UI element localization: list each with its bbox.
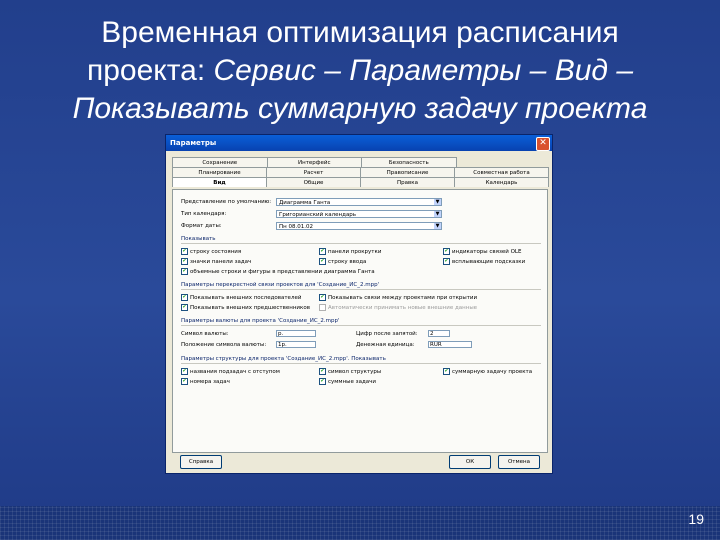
default-view-label: Представление по умолчанию: (181, 199, 272, 205)
close-button[interactable]: ✕ (536, 137, 550, 151)
show-checkbox[interactable] (181, 258, 251, 265)
chevron-down-icon: ▼ (435, 199, 440, 205)
currency-row-1 (181, 330, 450, 337)
checkbox-label: индикаторы связей OLE (452, 248, 522, 255)
tab-spelling[interactable]: Правописание (360, 167, 455, 177)
view-tab-panel (172, 189, 548, 453)
checkbox-label: Показывать внешних предшественников (190, 304, 310, 311)
title-line-2 (0, 52, 720, 90)
currency-placement-value: 1р. (278, 342, 287, 348)
tab-calculation[interactable]: Расчет (266, 167, 361, 177)
date-format-value: Пн 08.01.02 (279, 224, 313, 230)
outline-checkbox[interactable] (181, 378, 230, 385)
default-view-row (181, 198, 442, 206)
currency-row-2 (181, 341, 472, 348)
show-checkbox[interactable] (181, 268, 375, 275)
checkbox-tick-icon: ✔ (320, 294, 325, 300)
checkbox-label: значки панели задач (190, 258, 252, 265)
title-line-1: Временная оптимизация расписания (101, 16, 619, 49)
checkbox-label: объемные строки и фигуры в представлении диаграмма Ганта (190, 268, 375, 275)
tab-general[interactable]: Общие (266, 177, 361, 187)
checkbox-tick-icon: ✔ (444, 248, 449, 254)
title-line-3 (0, 90, 720, 128)
project-summary-checkbox[interactable] (443, 368, 532, 375)
currency-section-heading: Параметры валюты для проекта 'Создание_ИС_2.mpp' (181, 318, 541, 326)
tab-interface[interactable]: Интерфейс (267, 157, 363, 167)
checkbox-label: Автоматически принимать новые внешние данные (328, 304, 478, 311)
dialog-titlebar (166, 135, 552, 151)
date-format-label: Формат даты: (181, 223, 222, 229)
checkbox-tick-icon: ✔ (320, 368, 325, 374)
tab-schedule[interactable]: Планирование (172, 167, 267, 177)
date-format-select[interactable] (276, 222, 442, 230)
tab-row-2 (172, 167, 548, 177)
checkbox-tick-icon: ✔ (182, 304, 187, 310)
chevron-down-icon: ▼ (435, 211, 440, 217)
show-checkbox[interactable] (443, 258, 525, 265)
show-checkbox[interactable] (319, 248, 381, 255)
checkbox-label: панели прокрутки (328, 248, 382, 255)
crossproj-checkbox[interactable] (319, 294, 477, 301)
date-format-row (181, 222, 442, 230)
checkbox-tick-icon: ✔ (182, 248, 187, 254)
checkbox-label: всплывающие подсказки (452, 258, 526, 265)
checkbox-tick-icon: ✔ (320, 258, 325, 264)
show-checkbox[interactable] (443, 248, 521, 255)
default-view-select[interactable] (276, 198, 442, 206)
checkbox-label: названия подзадач с отступом (190, 368, 280, 375)
calendar-type-row (181, 210, 442, 218)
slide-title (0, 14, 720, 128)
show-checkbox[interactable] (181, 248, 241, 255)
calendar-type-value: Григорианский календарь (279, 212, 357, 218)
tab-calendar[interactable]: Календарь (454, 177, 549, 187)
currency-unit-value: RUR (430, 342, 442, 348)
currency-unit-select[interactable] (428, 341, 472, 348)
currency-placement-select[interactable] (276, 341, 316, 348)
checkbox-tick-icon: ✔ (320, 378, 325, 384)
tab-collaborate[interactable]: Совместная работа (454, 167, 549, 177)
outline-checkbox[interactable] (181, 368, 280, 375)
tab-spacer (456, 157, 550, 167)
title-line-2-plain: проекта: (86, 54, 214, 87)
checkbox-tick-icon: ✔ (182, 258, 187, 264)
checkbox-label: суммные задачи (328, 378, 376, 385)
show-section-heading: Показывать (181, 236, 541, 244)
tab-row-1 (172, 157, 548, 167)
page-number: 19 (688, 511, 704, 527)
cancel-button[interactable]: Отмена (498, 455, 540, 469)
tab-strip (172, 157, 548, 187)
currency-placement-label: Положение символа валюты: (181, 341, 267, 348)
checkbox-tick-icon: ✔ (182, 294, 187, 300)
checkbox-tick-icon: ✔ (444, 258, 449, 264)
crossproj-section-heading: Параметры перекрестной связи проектов для 'Создание_ИС_2.mpp' (181, 282, 541, 290)
outline-checkbox[interactable] (319, 368, 381, 375)
ok-button[interactable]: ОК (449, 455, 491, 469)
checkbox-tick-icon: ✔ (182, 378, 187, 384)
checkbox-tick-icon: ✔ (182, 368, 187, 374)
footer-band (0, 506, 720, 540)
decimals-label: Цифр после запятой: (356, 330, 418, 337)
crossproj-checkbox[interactable] (181, 294, 301, 301)
checkbox-label: символ структуры (328, 368, 382, 375)
crossproj-checkbox[interactable] (181, 304, 310, 311)
help-button[interactable]: Справка (180, 455, 222, 469)
checkbox-label: суммарную задачу проекта (452, 368, 533, 375)
default-view-value: Диаграмма Ганта (279, 200, 331, 206)
calendar-type-select[interactable] (276, 210, 442, 218)
checkbox-empty-icon (319, 304, 326, 311)
show-checkbox[interactable] (319, 258, 366, 265)
checkbox-label: номера задач (190, 378, 230, 385)
chevron-down-icon: ▼ (435, 223, 440, 229)
title-line-2-italic: Сервис – Параметры – Вид – (213, 54, 634, 87)
currency-symbol-input[interactable]: р. (276, 330, 316, 337)
tab-row-3 (172, 177, 548, 187)
decimals-input[interactable]: 2 (428, 330, 450, 337)
tab-security[interactable]: Безопасность (361, 157, 457, 167)
outline-checkbox[interactable] (319, 378, 376, 385)
options-dialog (165, 134, 553, 474)
calendar-type-label: Тип календаря: (181, 211, 227, 217)
checkbox-label: Показывать внешних последователей (190, 294, 302, 301)
checkbox-tick-icon: ✔ (444, 368, 449, 374)
currency-unit-label: Денежная единица: (356, 341, 415, 348)
checkbox-label: строку ввода (328, 258, 367, 265)
checkbox-label: Показывать связи между проектами при открытии (328, 294, 478, 301)
tab-view[interactable]: Вид (172, 177, 267, 187)
tab-edit[interactable]: Правка (360, 177, 455, 187)
dialog-title: Параметры (170, 139, 217, 147)
checkbox-label: строку состояния (190, 248, 242, 255)
title-line-3-italic: Показывать суммарную задачу проекта (72, 92, 648, 125)
tab-save[interactable]: Сохранение (172, 157, 268, 167)
checkbox-tick-icon: ✔ (320, 248, 325, 254)
currency-symbol-label: Символ валюты: (181, 330, 229, 337)
crossproj-checkbox-disabled (319, 304, 477, 311)
checkbox-tick-icon: ✔ (182, 268, 187, 274)
outline-section-heading: Параметры структуры для проекта 'Создание_ИС_2.mpp'. Показывать (181, 356, 541, 364)
